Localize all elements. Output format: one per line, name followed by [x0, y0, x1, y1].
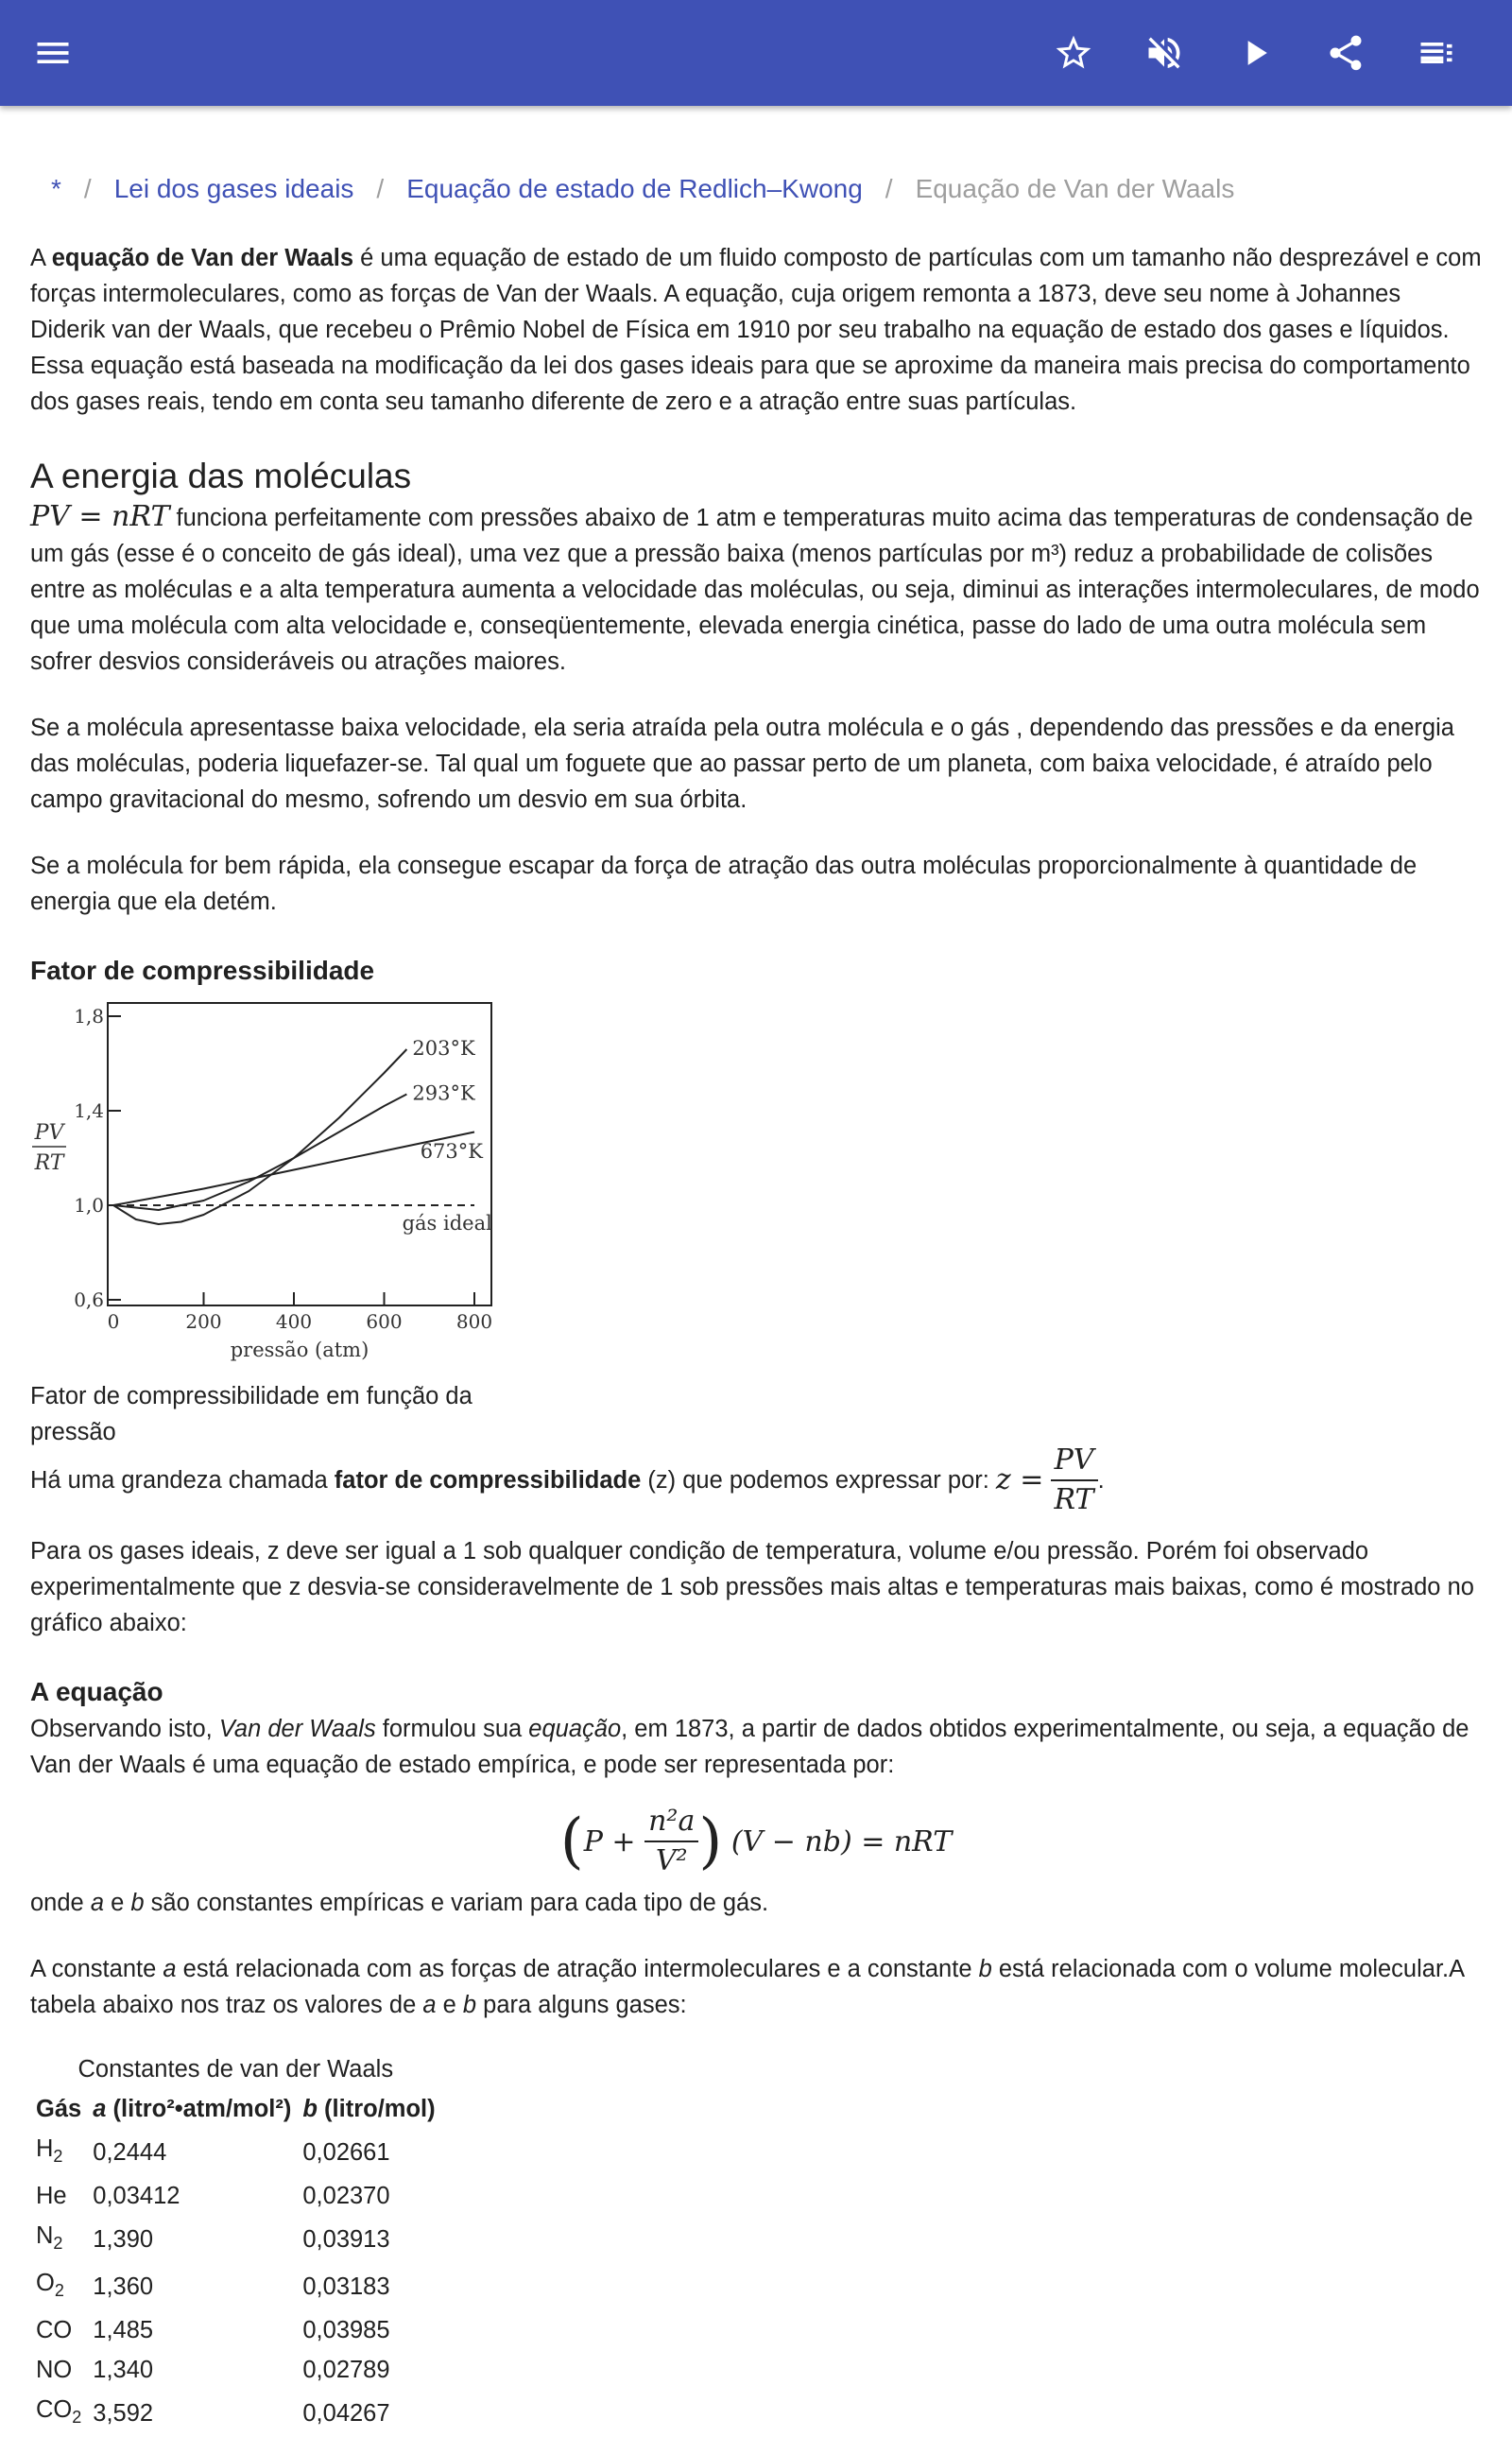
- compress-text-b: (z) que podemos expressar por:: [647, 1467, 989, 1494]
- cell-gas: [30, 2390, 87, 2437]
- x-axis-label: pressão (atm): [230, 1339, 369, 1361]
- intro-text: é uma equação de estado de um fluido composto de partículas com um tamanho não desprezável e com forças intermoleculares, como as forças de Van der Waals. A equação, cuja origem remonta a 1873, deve seu nome à Johannes Diderik van der Waals, que recebeu o Prêmio Nobel de Física em 1910 por seu trabalho na equação de estado dos gases e líquidos. Essa equação está baseada na modificação da lei dos gases ideais para que se aproxime da maneira mais precisa do comportamento dos gases reais, tendo em conta seu tamanho diferente de zero e a atração entre suas partículas.: [30, 245, 1482, 415]
- col-header-a: [87, 2089, 297, 2129]
- y-tick-label: 1,0: [74, 1194, 104, 1217]
- breadcrumb-home[interactable]: *: [51, 174, 61, 203]
- gas-symbol: CO: [36, 2317, 73, 2344]
- y-axis-label-denominator: RT: [34, 1151, 64, 1175]
- var-a: a: [90, 1890, 104, 1916]
- intro-bold-term: equação de Van der Waals: [51, 245, 354, 271]
- compressibility-figure: [30, 995, 503, 1378]
- table-row: [30, 2310, 441, 2350]
- col-a-unit: (litro²•atm/mol²): [112, 2096, 292, 2122]
- breadcrumb-item-lei-dos-gases[interactable]: Lei dos gases ideais: [113, 174, 354, 203]
- eq-rhs: (V − nb) = nRT: [730, 1824, 953, 1858]
- cell-a: 3,592: [93, 2400, 154, 2428]
- eq-paren-open: (: [559, 1806, 584, 1876]
- energy-paragraph-2: Se a molécula apresentasse baixa velocidade, ela seria atraída pela outra molécula e o gás , dependendo das pressões e da energia das moléculas, poderia liquefazer-se. Tal qual um foguete que ao passar perto de um planeta, com baixa velocidade, é atraído pelo campo gravitacional do mesmo, sofrendo um desvio em sua órbita.: [30, 715, 1454, 813]
- table-header-row: [30, 2089, 441, 2129]
- eq3-text-e: e: [436, 1992, 463, 2018]
- cell-a: 1,390: [93, 2226, 154, 2254]
- cell-b: 0,03183: [302, 2273, 390, 2301]
- cell-b: 0,03913: [302, 2226, 390, 2254]
- cell-b: 0,02661: [302, 2139, 390, 2167]
- table-caption: Constantes de van der Waals: [77, 2056, 394, 2083]
- var-a: a: [422, 1992, 437, 2018]
- compressibility-chart: [30, 995, 503, 1374]
- table-row: [30, 2390, 441, 2437]
- intro-paragraph: [30, 240, 1482, 420]
- col-b-var: b: [302, 2096, 318, 2122]
- var-b: b: [462, 1992, 477, 2018]
- cell-a: 0,03412: [93, 2183, 180, 2210]
- var-a: a: [163, 1956, 177, 1982]
- breadcrumb: [30, 168, 1482, 210]
- play-icon[interactable]: [1225, 23, 1285, 83]
- y-tick-label: 0,6: [74, 1288, 104, 1311]
- eq3-text-f: para alguns gases:: [476, 1992, 687, 2018]
- eq2-text-a: onde: [30, 1890, 91, 1916]
- table-row: [30, 2350, 441, 2390]
- x-tick-label: 200: [185, 1310, 222, 1333]
- compress-text-end: .: [1097, 1467, 1105, 1494]
- article: [30, 106, 1482, 2437]
- eq-italic-name: Van der Waals: [218, 1716, 376, 1742]
- breadcrumb-item-redlich-kwong[interactable]: Equação de estado de Redlich–Kwong: [406, 174, 863, 203]
- series-label: 673°K: [420, 1140, 483, 1163]
- table-row: [30, 2129, 441, 2176]
- cell-gas: [30, 2310, 87, 2350]
- eq-text-a: Observando isto,: [30, 1716, 219, 1742]
- cell-gas: [30, 2263, 87, 2310]
- eq-italic-word: equação: [528, 1716, 622, 1742]
- formula-ideal-gas: PV = nRT: [30, 500, 170, 533]
- compressibility-paragraph-2: Para os gases ideais, z deve ser igual a 1 sob qualquer condição de temperatura, volume e/ou pressão. Porém foi observado experimentalmente que z desvia-se consideravelmente de 1 sob pressões mais altas e temperaturas mais baixas, como é mostrado no gráfico abaixo:: [30, 1538, 1474, 1636]
- x-tick-label: 0: [107, 1310, 120, 1333]
- cell-a: 1,485: [93, 2317, 154, 2344]
- gas-symbol: NO: [36, 2357, 73, 2384]
- col-header-b: [297, 2089, 440, 2129]
- eq-P-term: P +: [583, 1824, 636, 1858]
- section-title-energy: A energia das moléculas: [30, 457, 412, 495]
- y-tick-label: 1,8: [74, 1005, 104, 1028]
- eq-fraction: [644, 1803, 698, 1880]
- star-outline-icon[interactable]: [1043, 23, 1104, 83]
- gas-symbol: O: [36, 2270, 55, 2297]
- var-b: b: [130, 1890, 145, 1916]
- col-a-var: a: [93, 2096, 107, 2122]
- cell-a: 1,340: [93, 2357, 154, 2384]
- col-header-gas: Gás: [36, 2096, 82, 2122]
- breadcrumb-separator: /: [83, 174, 92, 203]
- cell-b: 0,02789: [302, 2357, 390, 2384]
- share-icon[interactable]: [1315, 23, 1376, 83]
- volume-off-icon[interactable]: [1134, 23, 1194, 83]
- gas-symbol: CO: [36, 2396, 73, 2424]
- cell-a: 0,2444: [93, 2139, 167, 2167]
- table-row: [30, 2216, 441, 2263]
- equation-paragraph-1: [30, 1711, 1482, 1783]
- x-tick-label: 400: [275, 1310, 313, 1333]
- section-title-compressibility: Fator de compressibilidade: [30, 956, 375, 985]
- gas-symbol: He: [36, 2183, 67, 2210]
- figure-caption: Fator de compressibilidade em função da pressão: [30, 1383, 472, 1445]
- energy-paragraph-3: Se a molécula for bem rápida, ela consegue escapar da força de atração das outra moléculas proporcionalmente à quantidade de energia que ela detém.: [30, 853, 1418, 915]
- gas-subscript: 2: [72, 2408, 82, 2428]
- compressibility-paragraph-1: [30, 1443, 1482, 1516]
- breadcrumb-separator: /: [376, 174, 385, 203]
- eq-text-b: formulou sua: [375, 1716, 529, 1742]
- section-title-equation: A equação: [30, 1677, 163, 1706]
- cell-gas: [30, 2129, 87, 2176]
- van-der-waals-equation: [30, 1804, 1482, 1879]
- z-numerator: PV: [1051, 1442, 1098, 1481]
- var-b: b: [978, 1956, 992, 1982]
- gas-symbol: N: [36, 2222, 54, 2250]
- compress-text-a: Há uma grandeza chamada: [30, 1467, 328, 1494]
- eq3-text-a: A constante: [30, 1956, 163, 1982]
- eq-denominator: V²: [655, 1844, 688, 1877]
- cell-b: 0,04267: [302, 2400, 390, 2428]
- cell-a: 1,360: [93, 2273, 154, 2301]
- y-tick-label: 1,4: [74, 1099, 104, 1122]
- gas-subscript: 2: [53, 2147, 63, 2167]
- cell-gas: [30, 2350, 87, 2390]
- series-line: [113, 1095, 406, 1211]
- cell-b: 0,03985: [302, 2317, 390, 2344]
- app-toolbar: [0, 0, 1512, 106]
- eq2-text-b: são constantes empíricas e variam para cada tipo de gás.: [144, 1890, 769, 1916]
- series-label: 293°K: [412, 1081, 475, 1105]
- breadcrumb-current: Equação de Van der Waals: [915, 174, 1235, 203]
- eq-paren-close: ): [698, 1806, 723, 1876]
- z-denominator: RT: [1054, 1483, 1094, 1516]
- table-row: [30, 2176, 441, 2216]
- gas-subscript: 2: [53, 2234, 63, 2254]
- series-label: 203°K: [412, 1037, 475, 1060]
- gas-subscript: 2: [54, 2281, 64, 2301]
- eq2-and: e: [104, 1890, 131, 1916]
- eq3-text-b: está relacionada com as forças de atração intermoleculares e a constante: [176, 1956, 979, 1982]
- cell-b: 0,02370: [302, 2183, 390, 2210]
- eq3-text-c: está relacionada com o volume molecular.A tabela abaixo nos traz os valores de: [30, 1956, 1464, 2018]
- cell-gas: [30, 2216, 87, 2263]
- equation-paragraph-2: [30, 1885, 1482, 1921]
- x-tick-label: 800: [455, 1310, 493, 1333]
- eq-text-c: , em 1873, a partir de dados obtidos experimentalmente, ou seja, a equação de Van der Waals é uma equação de estado empírica, e pode ser representada por:: [30, 1716, 1469, 1778]
- menu-icon[interactable]: [23, 23, 83, 83]
- col-b-unit: (litro/mol): [324, 2096, 436, 2122]
- equation-paragraph-3: [30, 1951, 1482, 2023]
- table-row: [30, 2263, 441, 2310]
- energy-paragraph-1: [30, 499, 1482, 680]
- cell-gas: [30, 2176, 87, 2216]
- x-tick-label: 600: [366, 1310, 403, 1333]
- eq-numerator: n²a: [644, 1803, 698, 1842]
- z-formula-lhs: z =: [995, 1463, 1044, 1496]
- z-formula-fraction: [1051, 1442, 1098, 1519]
- series-label: gás ideal: [402, 1212, 492, 1235]
- y-axis-label-numerator: PV: [34, 1121, 64, 1145]
- playlist-icon[interactable]: [1406, 23, 1467, 83]
- intro-lead: A: [30, 245, 52, 271]
- breadcrumb-separator: /: [885, 174, 893, 203]
- gas-symbol: H: [36, 2135, 54, 2162]
- compress-bold-term: fator de compressibilidade: [334, 1467, 642, 1494]
- van-der-waals-table: [30, 2049, 441, 2437]
- energy-p1-text: funciona perfeitamente com pressões abaixo de 1 atm e temperaturas muito acima das temperaturas de condensação de um gás (esse é o conceito de gás ideal), uma vez que a pressão baixa (menos partículas por m³) reduz a probabilidade de colisões entre as moléculas e a alta temperatura aumenta a velocidade das moléculas, ou seja, diminui as interações intermoleculares, de modo que uma molécula com alta velocidade e, conseqüentemente, elevada energia cinética, passe do lado de uma outra molécula sem sofrer desvios consideráveis ou atrações maiores.: [30, 505, 1480, 675]
